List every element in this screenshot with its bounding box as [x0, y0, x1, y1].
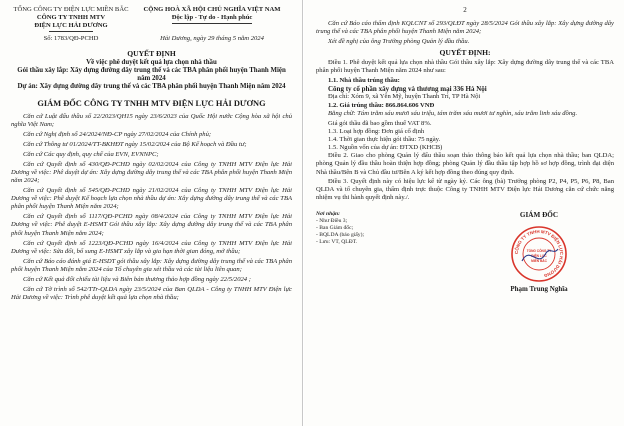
org-name-line1: CÔNG TY TNHH MTV — [36, 14, 106, 21]
vat-note: Giá gói thầu đã bao gồm thuế VAT 8%. — [328, 119, 432, 127]
seal-graphic — [510, 225, 568, 283]
legal-basis-item: Căn cứ Báo cáo đánh giá E-HSDT gói thầu xây lắp: Xây dựng đường dây trung thế và các TBA phân phối huyện Thanh Miện năm 2024 của Tổ chuyên gia xét thầu và các tài liệu liên quan; — [11, 257, 292, 273]
recipient-item: - BQLDA (báo giấy); — [316, 231, 365, 238]
company-seal — [510, 225, 568, 283]
svg-text:MIỀN BẮC: MIỀN BẮC — [531, 258, 547, 263]
svg-text:CÔNG TY TNHH MTV ĐIỆN LỰC HẢI: CÔNG TY TNHH MTV ĐIỆN LỰC HẢI DƯƠNG — [513, 228, 565, 278]
decision-heading: QUYẾT ĐỊNH: — [439, 47, 491, 57]
svg-text:ĐIỆN LỰC: ĐIỆN LỰC — [531, 253, 547, 258]
recipients-list — [316, 211, 446, 293]
basis-proposal: Xét đề nghị của ông Trưởng phòng Quản lý đầu thầu. — [328, 37, 470, 45]
legal-basis-item: Căn cứ Quyết định số 1223/QĐ-PCHD ngày 16/4/2024 của Công ty TNHH MTV Điện lực Hải Dương về việc: Sửa đổi, bổ sung E-HSMT xây lắp và gia hạn thời gian đóng, mở thầu; — [11, 239, 292, 255]
legal-basis-item: Căn cứ Luật đấu thầu số 22/2023/QH15 ngày 23/6/2023 của Quốc Hội nước Cộng hòa xã hội chủ nghĩa Việt Nam; — [11, 112, 292, 129]
number-date-row — [11, 35, 292, 42]
page-number: 2 — [463, 6, 467, 14]
company-address: Địa chỉ: Xóm 9, xã Yên Mỹ, huyện Thanh Trì, TP Hà Nội — [328, 93, 481, 101]
recipients-title: Nơi nhận: — [316, 210, 340, 217]
document-number: Số: 1783/QĐ-PCHD — [43, 35, 99, 42]
motto-underline — [172, 23, 252, 24]
legal-basis-item: Căn cứ Nghị định số 24/2024/NĐ-CP ngày 27/02/2024 của Chính phủ; — [23, 131, 212, 139]
svg-text:TỔNG CÔNG TY: TỔNG CÔNG TY — [526, 248, 552, 253]
document-page-2 — [304, 0, 624, 426]
winning-company: Công ty cổ phần xây dựng và thương mại 336 Hà Nội — [328, 84, 487, 93]
signature-block — [316, 211, 614, 293]
subtitle-1: Về việc phê duyệt kết quả lựa chọn nhà thầu — [86, 58, 217, 66]
legal-basis-item: Căn cứ Quyết định số 430/QĐ-PCHD ngày 02/02/2024 của Công ty TNHH MTV Điện lực Hải Dương về việc: Phê duyệt dự án: Xây dựng đường dây trung thế và các TBA phân phối huyện Thanh Miện năm 2024; — [11, 161, 292, 185]
recipient-item: - Như Điều 3; — [316, 217, 348, 224]
issuing-organization — [11, 6, 131, 32]
article-2: Điều 2. Giao cho phòng Quản lý đấu thầu soạn thảo thông báo kết quả lựa chọn nhà thầu; ban QLDA; phòng Quản lý đầu thầu hoàn thiện hợp đồng; phòng Quản lý đầu thầu tập hợp hồ sơ hợp đồng, trình đại diện Nhà thầu/Bên B và Chủ đầu tư/Bên A ký kết hợp đồng theo đúng quy định. — [316, 152, 614, 176]
article-3: Điều 3. Quyết định này có hiệu lực kể từ ngày ký. Các ông (bà) Trưởng phòng P2, P4, P5, P6, P8, Ban QLDA và tổ chuyên gia, thẩm định trực thuộc Công ty TNHH MTV Điện lực Hải Dương căn cứ chức năng nhiệm vụ thi hành quyết định này./. — [316, 178, 614, 202]
subtitle-3: Dự án: Xây dựng đường dây trung thế và các TBA phân phối huyện Thanh Miện năm 2024 — [17, 82, 286, 90]
national-motto — [132, 6, 292, 32]
price-in-words: Bằng chữ: Tám trăm sáu mươi sáu triệu, tám trăm sáu mươi tư nghìn, sáu trăm linh sáu đồng. — [328, 109, 578, 117]
funding-source: 1.5. Nguồn vốn của dự án: ĐTXD (KHCB) — [328, 144, 443, 152]
org-underline — [49, 31, 93, 32]
signer-area — [464, 211, 614, 293]
winning-price: 1.2. Giá trúng thầu: 866.864.606 VNĐ — [328, 101, 435, 109]
legal-basis-item: Căn cứ Quyết định số 545/QĐ-PCHD ngày 21/02/2024 của Công ty TNHH MTV Điện lực Hải Dương về việc: Phê duyệt Kế hoạch lựa chọn nhà thầu dự án: Xây dựng đường dây trung thế và các TBA phân phối huyện Thanh Miện năm 2024; — [11, 187, 292, 211]
document-header — [11, 6, 292, 32]
legal-basis-item: Căn cứ Kết quả đối chiếu tài liệu và Biên bản thương thảo hợp đồng ngày 22/5/2024 ; — [23, 275, 251, 283]
recipient-item: - Ban Giám đốc; — [316, 224, 354, 231]
contract-type: 1.3. Loại hợp đồng: Đơn giá cố định — [328, 127, 425, 135]
issuer-heading: GIÁM ĐỐC CÔNG TY TNHH MTV ĐIỆN LỰC HẢI DƯƠNG — [37, 98, 266, 108]
signer-title: GIÁM ĐỐC — [519, 210, 559, 219]
winning-bidder-label: 1.1. Nhà thầu trúng thầu: — [328, 76, 400, 84]
signer-name: Phạm Trung Nghĩa — [510, 284, 568, 293]
legal-basis-item: Căn cứ Các quy định, quy chế của EVN, EVNNPC; — [23, 151, 159, 159]
state-name: CỘNG HOÀ XÃ HỘI CHỦ NGHĨA VIỆT NAM — [143, 6, 281, 13]
basis-appraisal: Căn cứ Báo cáo thẩm định KQLCNT số 293/QLĐT ngày 28/5/2024 Gói thầu xây lắp: Xây dựng đường dây trung thế và các TBA phân phối huyện Thanh Miện năm 2024; — [316, 20, 614, 36]
legal-basis-item: Căn cứ Quyết định số 1117/QĐ-PCHD ngày 08/4/2024 của Công ty TNHH MTV Điện lực Hải Dương về việc: Phê duyệt E-HSMT Gói thầu xây lắp: Xây dựng đường dây trung thế và các TBA phân phối huyện Thanh Miện năm 2024; — [11, 213, 292, 237]
legal-basis-list — [11, 113, 292, 302]
document-title: QUYẾT ĐỊNH — [127, 49, 176, 58]
recipient-item: - Lưu: VT, QLĐT. — [316, 238, 358, 245]
legal-basis-item: Căn cứ Tờ trình số 542/TTr-QLDA ngày 23/5/2024 của Ban QLDA - Công ty TNHH MTV Điện lực Hải Dương về việc: Trình phê duyệt kết quả lựa chọn nhà thầu; — [11, 285, 292, 301]
execution-time: 1.4. Thời gian thực hiện gói thầu: 75 ngày. — [328, 135, 441, 143]
subtitle-2: Gói thầu xây lắp: Xây dựng đường dây trung thế và các TBA phân phối huyện Thanh Miện năm 2024 — [17, 66, 286, 82]
article-1: Điều 1. Phê duyệt kết quả lựa chọn nhà thầu Gói thầu xây lắp: Xây dựng đường dây trung thế và các TBA phân phối huyện Thanh Miện năm 2024 như sau: — [316, 58, 614, 74]
state-motto: Độc lập - Tự do - Hạnh phúc — [171, 14, 253, 21]
place-date: Hải Dương, ngày 29 tháng 5 năm 2024 — [160, 35, 264, 42]
org-parent: TỔNG CÔNG TY ĐIỆN LỰC MIỀN BẮC — [13, 6, 129, 13]
org-name-line2: ĐIỆN LỰC HẢI DƯƠNG — [34, 22, 108, 29]
legal-basis-item: Căn cứ Thông tư 01/2024/TT-BKHĐT ngày 15/02/2024 của Bộ Kế hoạch và Đầu tư; — [23, 141, 247, 149]
document-page-1 — [0, 0, 303, 426]
